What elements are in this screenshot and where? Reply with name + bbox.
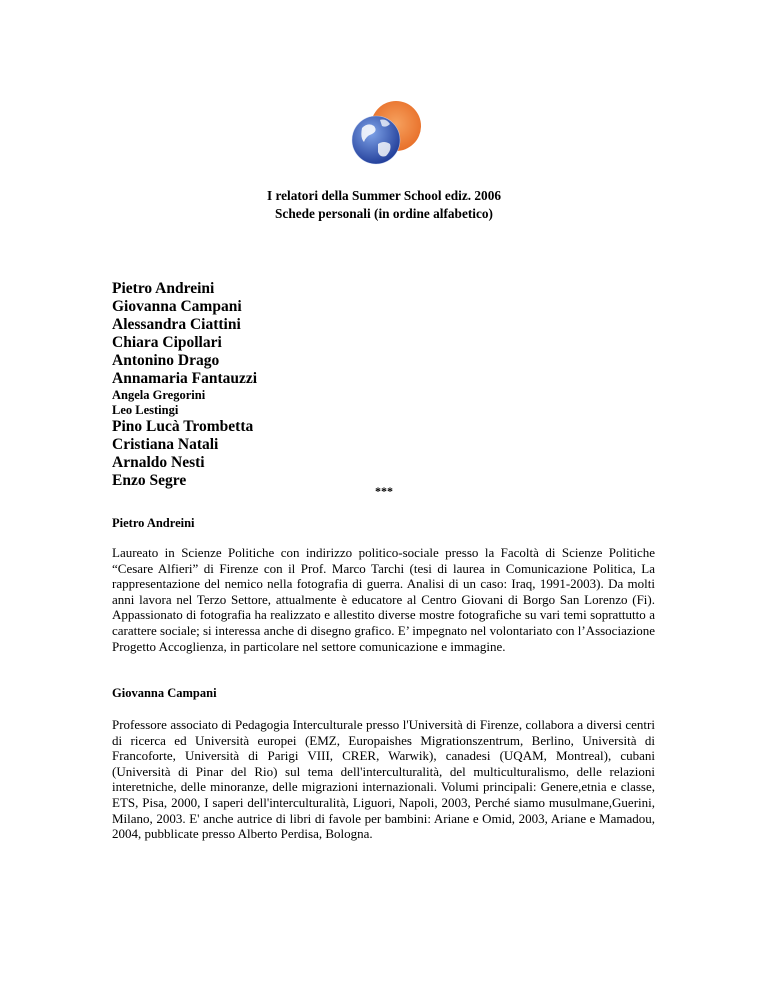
section-separator: *** <box>375 484 393 498</box>
speaker-name: Antonino Drago <box>112 352 220 369</box>
page-title: I relatori della Summer School ediz. 2006 <box>266 188 502 203</box>
speaker-name: Annamaria Fantauzzi <box>112 370 258 387</box>
bio-text: Professore associato di Pedagogia Interculturale presso l'Università di Firenze, collabora a diversi centri di ricerca ed Università europei (EMZ, Europaishes Migrationszentrum, Berlino, Università di Francoforte, Università di Parigi VIII, CRER, Warwik), canadesi (UQAM, Montreal), cubani (Università di Pinar del Rio) sul tema dell'interculturalità, del multiculturalismo, delle relazioni interetniche, delle minoranze, delle migrazioni internazionali. Volumi principali: Genere,etnia e classe, ETS, Pisa, 2000, I saperi dell'interculturalità, Liguori, Napoli, 2003, Perché siamo musulmane,Guerini, Milano, 2003. E' anche autrice di libri di favole per bambini: Ariane e Omid, 2003, Ariane e Mamadou, 2004, pubblicate presso Alberto Perdisa, Bologna. <box>112 717 655 842</box>
speaker-name: Pietro Andreini <box>112 280 215 297</box>
speaker-name: Angela Gregorini <box>112 388 206 402</box>
speaker-name: Cristiana Natali <box>112 436 219 453</box>
speaker-name: Leo Lestingi <box>112 403 179 417</box>
speaker-name: Enzo Segre <box>112 472 187 489</box>
page-subtitle: Schede personali (in ordine alfabetico) <box>275 206 493 221</box>
bio-name: Giovanna Campani <box>112 686 217 700</box>
speaker-name: Chiara Cipollari <box>112 334 222 351</box>
header <box>0 187 768 223</box>
speaker-list <box>112 280 257 490</box>
speaker-name: Pino Lucà Trombetta <box>112 418 254 435</box>
speaker-name: Giovanna Campani <box>112 298 242 315</box>
bio-name: Pietro Andreini <box>112 516 195 530</box>
globe-logo-icon <box>344 98 434 168</box>
speaker-name: Arnaldo Nesti <box>112 454 205 471</box>
speaker-name: Alessandra Ciattini <box>112 316 241 333</box>
bio-text: Laureato in Scienze Politiche con indirizzo politico-sociale presso la Facoltà di Scienze Politiche “Cesare Alfieri” di Firenze con il Prof. Marco Tarchi (tesi di laurea in Comunicazione Politica, La rappresentazione del nemico nella fotografia di guerra. Analisi di un caso: Iraq, 1991-2003). Da molti anni lavora nel Terzo Settore, attualmente è educatore al Centro Giovani di Borgo San Lorenzo (Fi). Appassionato di fotografia ha realizzato e allestito diverse mostre fotografiche su vari temi soprattutto a carattere sociale; si interessa anche di disegno grafico. E’ impegnato nel volontariato con l’Associazione Progetto Accoglienza, in particolare nel settore comunicazione e immagine. <box>112 545 655 654</box>
